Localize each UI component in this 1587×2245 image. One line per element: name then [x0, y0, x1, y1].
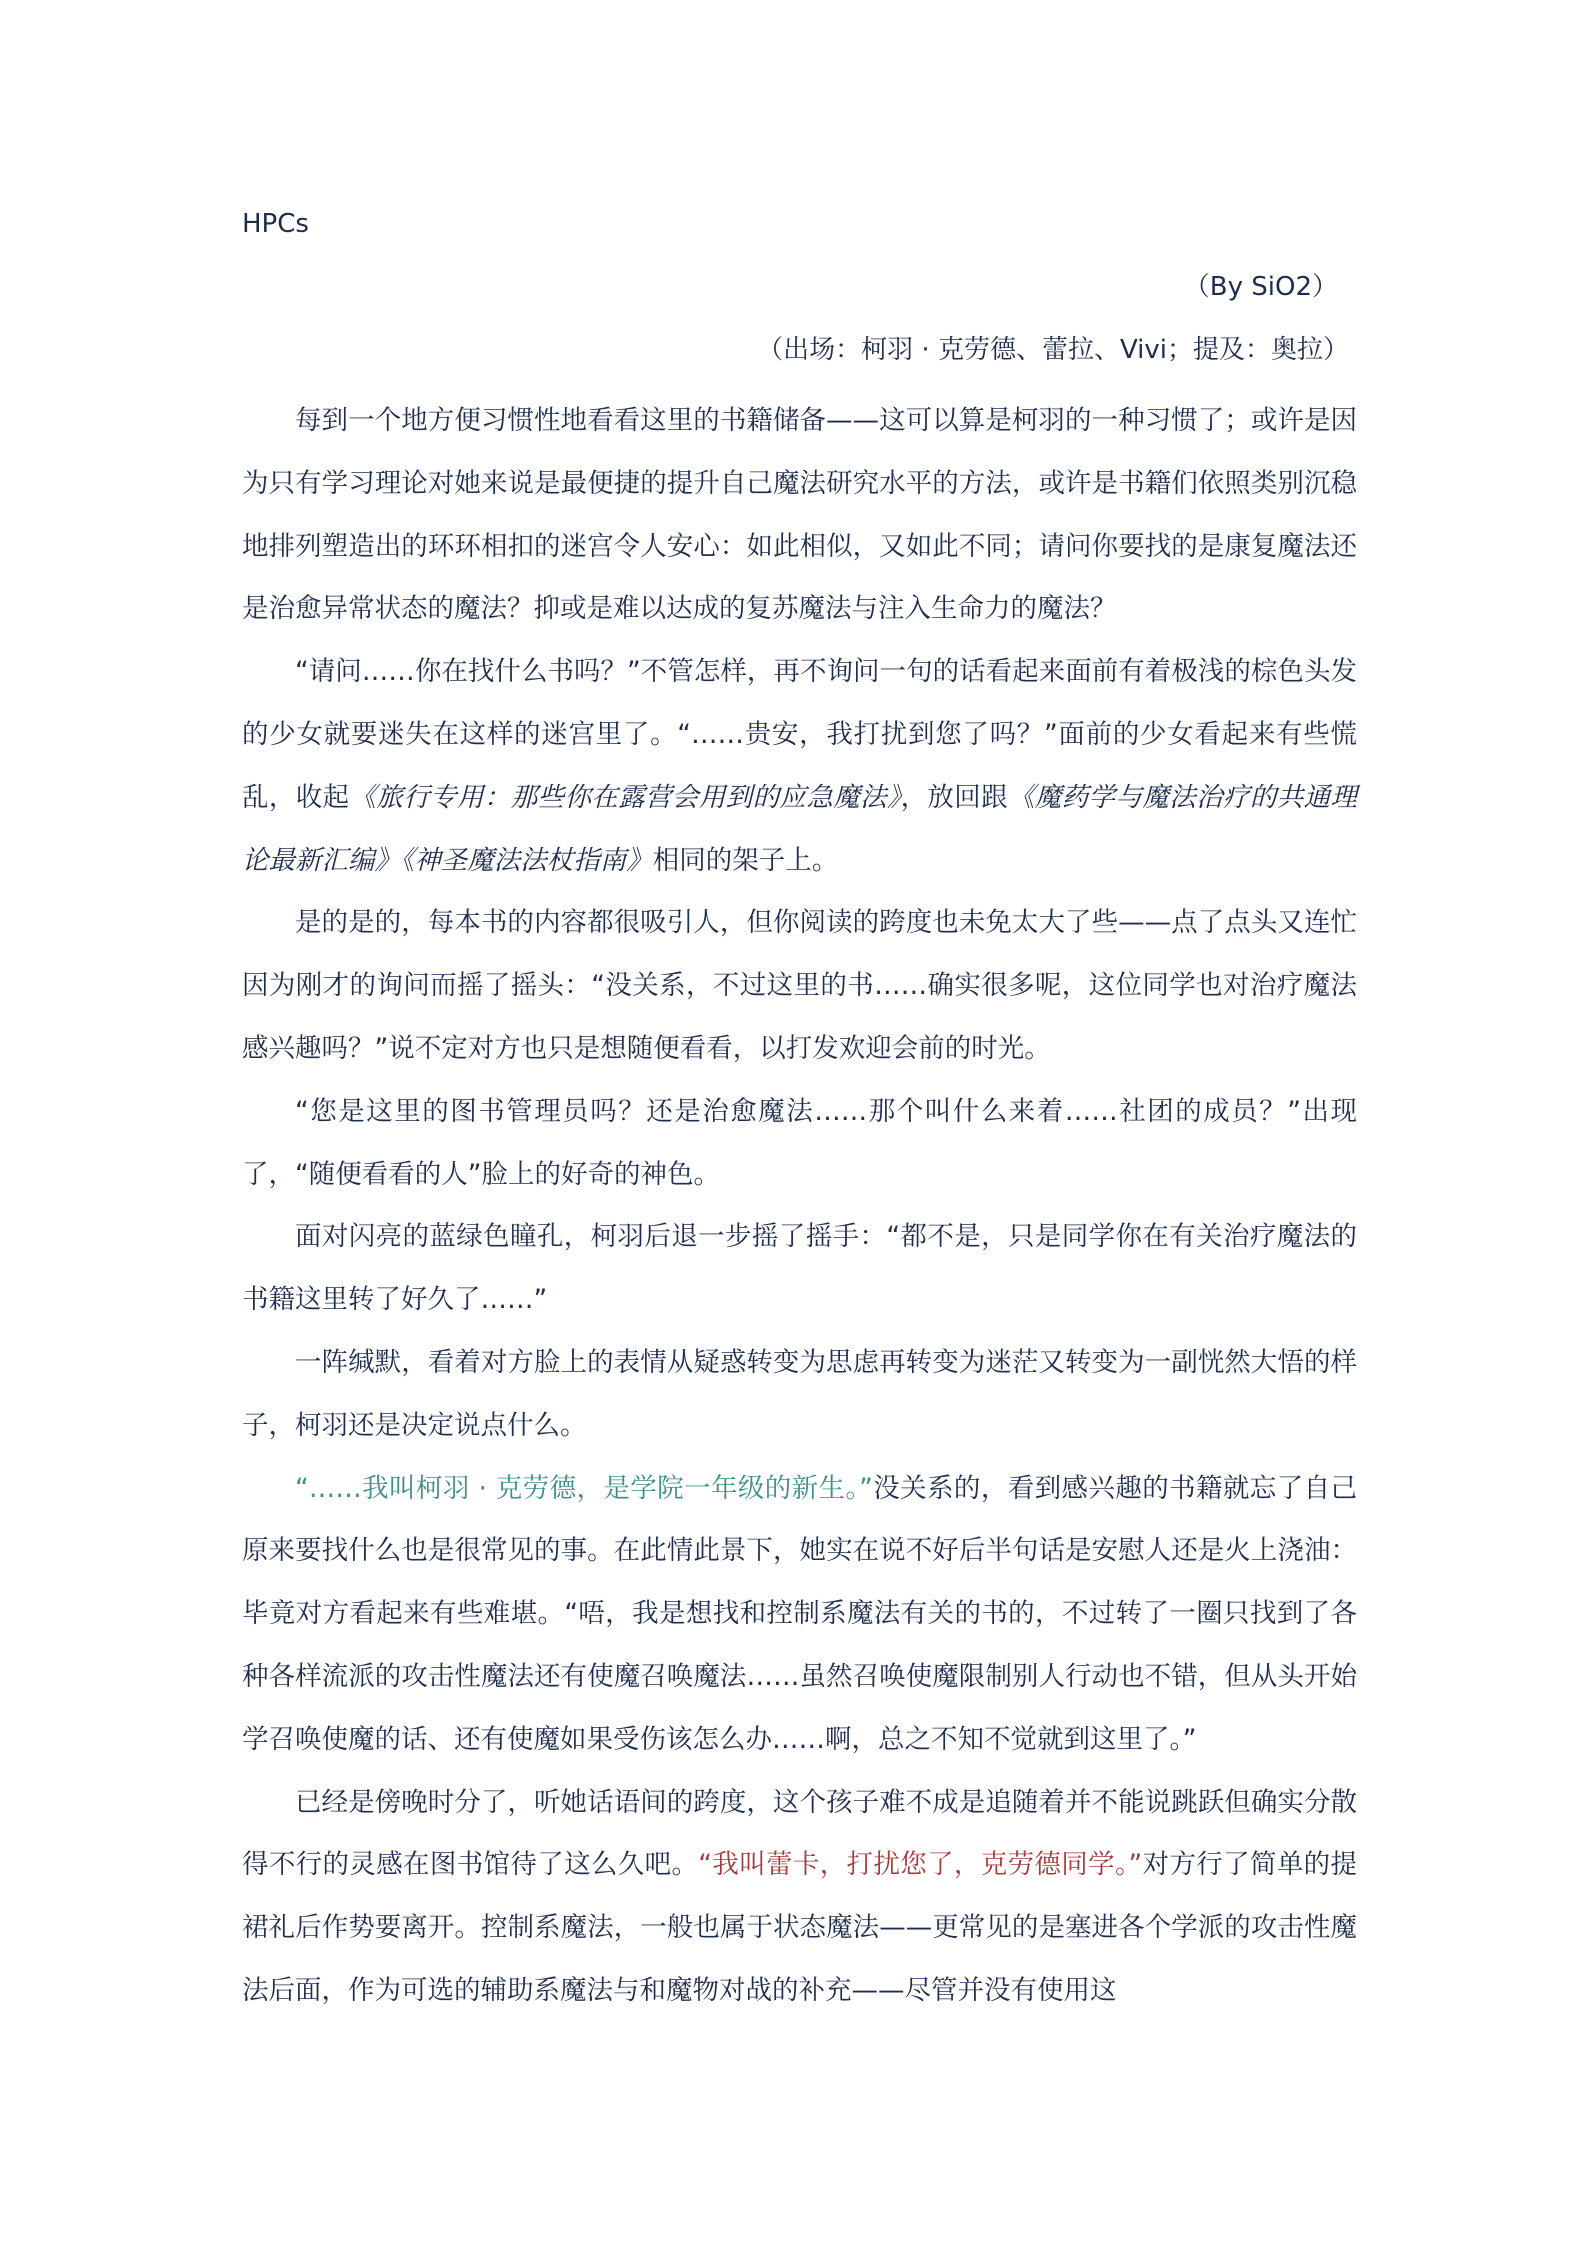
paragraph: “您是这里的图书管理员吗？还是治愈魔法……那个叫什么来着……社团的成员？”出现了，“随便看看的人”脸上的好奇的神色。 [242, 1095, 1357, 1190]
cast-list: （出场：柯羽 · 克劳德、蕾拉、Vivi；提及：奥拉） [757, 335, 1349, 365]
book-title: 《魔药学与魔法治疗的共通理论最新汇编》《神圣魔法法杖指南》 [242, 781, 1358, 876]
paragraph-text: 相同的架子上。 [652, 844, 839, 876]
leika-dialogue: “我叫蕾卡，打扰您了，克劳德同学。” [698, 1849, 1143, 1881]
paragraph-text: 已经是傍晚时分了，听她话语间的跨度，这个孩子难不成是追随着并不能说跳跃但确实分散得不行的灵感在图书馆待了这么久吧。 [242, 1786, 1357, 1881]
story-body [242, 390, 1357, 2023]
kayu-dialogue: “……我叫柯羽 · 克劳德，是学院一年级的新生。” [295, 1472, 873, 1504]
paragraph [242, 641, 1357, 892]
book-title: 《旅行专用：那些你在露营会用到的应急魔法》 [349, 781, 901, 813]
paragraph-text: 没关系的，看到感兴趣的书籍就忘了自己原来要找什么也是很常见的事。在此情此景下，她实在说不好后半句话是安慰人还是火上浇油：毕竟对方看起来有些难堪。“唔，我是想找和控制系魔法有关的书的，不过转了一圈只找到了各种各样流派的攻击性魔法还有使魔召唤魔法……虽然召唤使魔限制别人行动也不错，但从头开始学召唤使魔的话、还有使魔如果受伤该怎么办……啊，总之不知不觉就到这里了。” [242, 1472, 1358, 1755]
author-byline: （By SiO2） [1183, 272, 1338, 302]
paragraph [242, 1772, 1357, 2023]
paragraph: 是的是的，每本书的内容都很吸引人，但你阅读的跨度也未免太大了些——点了点头又连忙因为刚才的询问而摇了摇头：“没关系，不过这里的书……确实很多呢，这位同学也对治疗魔法感兴趣吗？”说不定对方也只是想随便看看，以打发欢迎会前的时光。 [242, 907, 1357, 1064]
paragraph-text: “请问……你在找什么书吗？”不管怎样，再不询问一句的话看起来面前有着极浅的棕色头发的少女就要迷失在这样的迷宫里了。“……贵安，我打扰到您了吗？”面前的少女看起来有些慌乱，收起 [242, 656, 1357, 813]
paragraph [242, 1458, 1357, 1772]
paragraph: 每到一个地方便习惯性地看看这里的书籍储备——这可以算是柯羽的一种习惯了；或许是因为只有学习理论对她来说是最便捷的提升自己魔法研究水平的方法，或许是书籍们依照类别沉稳地排列塑造出的环环相扣的迷宫令人安心：如此相似，又如此不同；请问你要找的是康复魔法还是治愈异常状态的魔法？抑或是难以达成的复苏魔法与注入生命力的魔法？ [242, 405, 1357, 625]
paragraph: 面对闪亮的蓝绿色瞳孔，柯羽后退一步摇了摇手：“都不是，只是同学你在有关治疗魔法的书籍这里转了好久了……” [242, 1221, 1357, 1316]
paragraph-text: ，放回跟 [900, 781, 1009, 813]
paragraph: 一阵缄默，看着对方脸上的表情从疑惑转变为思虑再转变为迷茫又转变为一副恍然大悟的样子，柯羽还是决定说点什么。 [242, 1346, 1357, 1441]
paragraph-text: 对方行了简单的提裙礼后作势要离开。控制系魔法，一般也属于状态魔法——更常见的是塞进各个学派的攻击性魔法后面，作为可选的辅助系魔法与和魔物对战的补充——尽管并没有使用这 [242, 1849, 1358, 2006]
document-title: HPCs [242, 209, 309, 239]
